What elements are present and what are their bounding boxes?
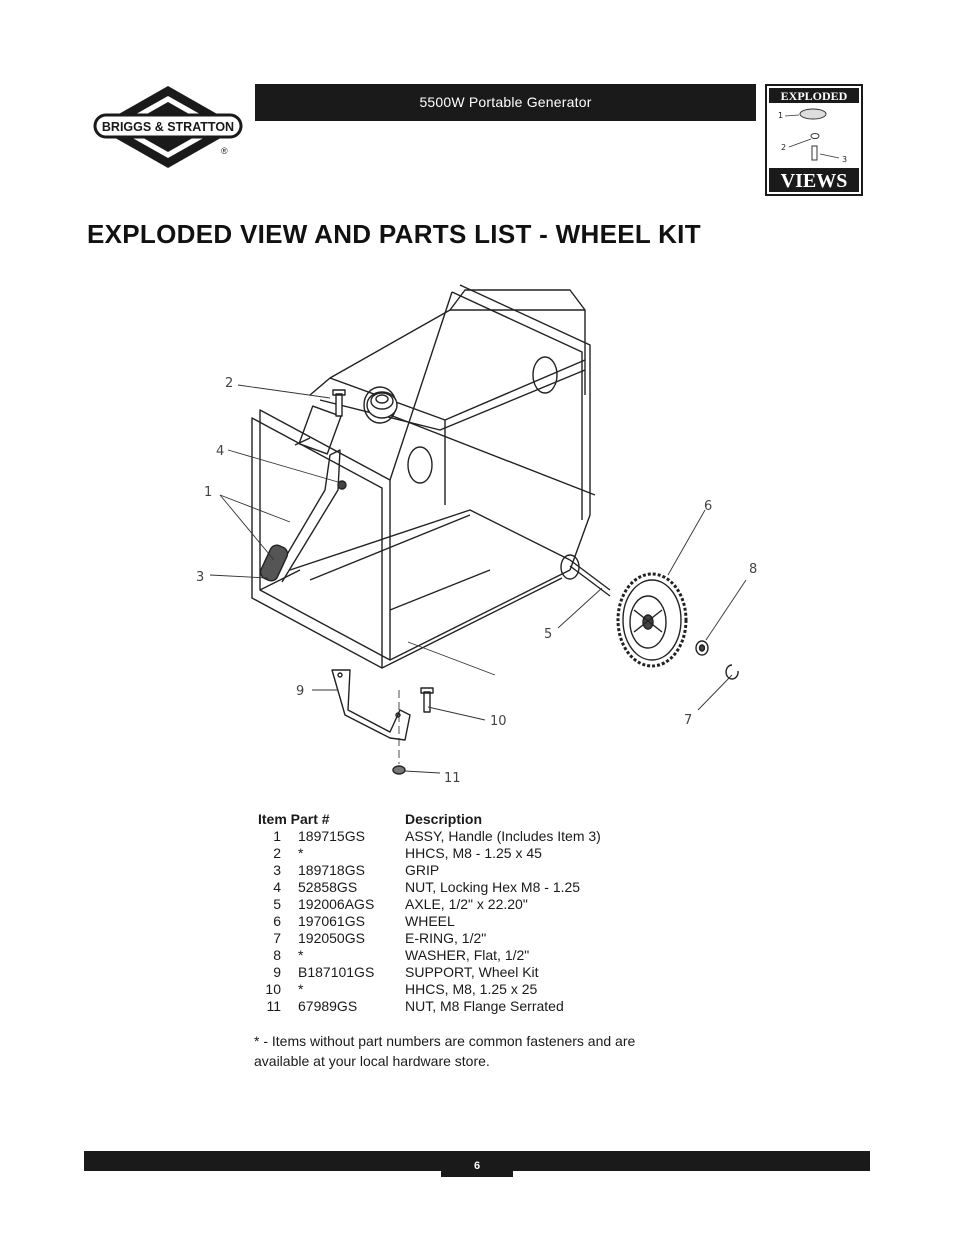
washer-8 [696, 641, 708, 655]
callout-1: 1 [204, 485, 213, 500]
parts-list-header [255, 811, 655, 828]
e-ring-7 [726, 665, 738, 679]
parts-row [255, 964, 655, 981]
part-description: AXLE, 1/2" x 22.20" [405, 896, 528, 912]
badge-bottom-text: VIEWS [780, 170, 848, 192]
part-number: 189718GS [298, 862, 365, 878]
parts-row [255, 947, 655, 964]
callout-11: 11 [444, 771, 461, 786]
callout-5: 5 [544, 627, 553, 642]
item-number: 3 [273, 862, 281, 878]
item-number: 10 [265, 981, 281, 997]
logo-text: BRIGGS & STRATTON [101, 120, 235, 134]
part-description: NUT, Locking Hex M8 - 1.25 [405, 879, 581, 895]
badge-top-text: EXPLODED [780, 89, 848, 103]
part-description: HHCS, M8, 1.25 x 25 [405, 981, 538, 997]
flange-nut-11 [393, 766, 405, 774]
exploded-view-diagram [190, 270, 770, 790]
part-description: GRIP [405, 862, 440, 878]
header-item-part: Item Part # [258, 811, 330, 827]
logo-registered-mark: ® [221, 146, 228, 156]
part-description: HHCS, M8 - 1.25 x 45 [405, 845, 542, 861]
item-number: 1 [273, 828, 281, 844]
badge-callout-2: 2 [781, 143, 787, 152]
part-description: ASSY, Handle (Includes Item 3) [405, 828, 601, 844]
parts-row [255, 930, 655, 947]
part-description: WASHER, Flat, 1/2" [405, 947, 530, 963]
part-description: E-RING, 1/2" [405, 930, 487, 946]
callout-10: 10 [490, 714, 507, 729]
header-bar [255, 84, 756, 121]
fuel-cap [367, 392, 397, 418]
parts-row [255, 981, 655, 998]
part-number: 67989GS [298, 998, 358, 1014]
page-title: EXPLODED VIEW AND PARTS LIST - WHEEL KIT [87, 219, 701, 249]
part-number: * [298, 947, 304, 963]
callout-4: 4 [216, 444, 225, 459]
axle-5 [561, 555, 610, 596]
part-number: 192050GS [298, 930, 365, 946]
item-number: 9 [273, 964, 281, 980]
fastener-footnote: * - Items without part numbers are common fasteners and are available at your local hardware store. [254, 1033, 636, 1069]
parts-row [255, 845, 655, 862]
part-description: SUPPORT, Wheel Kit [405, 964, 539, 980]
part-number: 189715GS [298, 828, 365, 844]
leader-lines [210, 385, 746, 773]
item-number: 11 [266, 998, 281, 1014]
item-number: 4 [273, 879, 281, 895]
parts-row [255, 879, 655, 896]
part-number: 197061GS [298, 913, 365, 929]
briggs-stratton-logo [92, 84, 244, 170]
item-number: 2 [273, 845, 281, 861]
part-number: * [298, 845, 304, 861]
part-number: 52858GS [298, 879, 358, 895]
part-number: B187101GS [298, 964, 375, 980]
parts-row [255, 913, 655, 930]
header-description: Description [405, 811, 483, 827]
generator-frame [252, 285, 590, 668]
item-number: 6 [273, 913, 281, 929]
callout-7: 7 [684, 713, 693, 728]
callout-2: 2 [225, 376, 234, 391]
product-title: 5500W Portable Generator [419, 94, 592, 110]
callout-9: 9 [296, 684, 305, 699]
part-description: WHEEL [405, 913, 455, 929]
item-number: 7 [273, 930, 281, 946]
page-number: 6 [441, 1151, 513, 1177]
part-description: NUT, M8 Flange Serrated [405, 998, 564, 1014]
badge-callout-1: 1 [778, 111, 784, 120]
parts-row [255, 862, 655, 879]
item-number: 8 [273, 947, 281, 963]
part-number: * [298, 981, 304, 997]
badge-callout-3: 3 [842, 155, 848, 164]
support-bracket-9 [332, 670, 410, 740]
parts-list [255, 811, 655, 1015]
bolt-10 [421, 688, 433, 712]
exploded-views-badge [765, 84, 863, 196]
parts-row [255, 998, 655, 1015]
callout-3: 3 [196, 570, 205, 585]
wheel-6 [618, 574, 686, 666]
callout-8: 8 [749, 562, 758, 577]
parts-row [255, 896, 655, 913]
part-number: 192006AGS [298, 896, 375, 912]
item-number: 5 [273, 896, 281, 912]
callout-6: 6 [704, 499, 713, 514]
lock-nut-4 [338, 481, 346, 489]
parts-row [255, 828, 655, 845]
